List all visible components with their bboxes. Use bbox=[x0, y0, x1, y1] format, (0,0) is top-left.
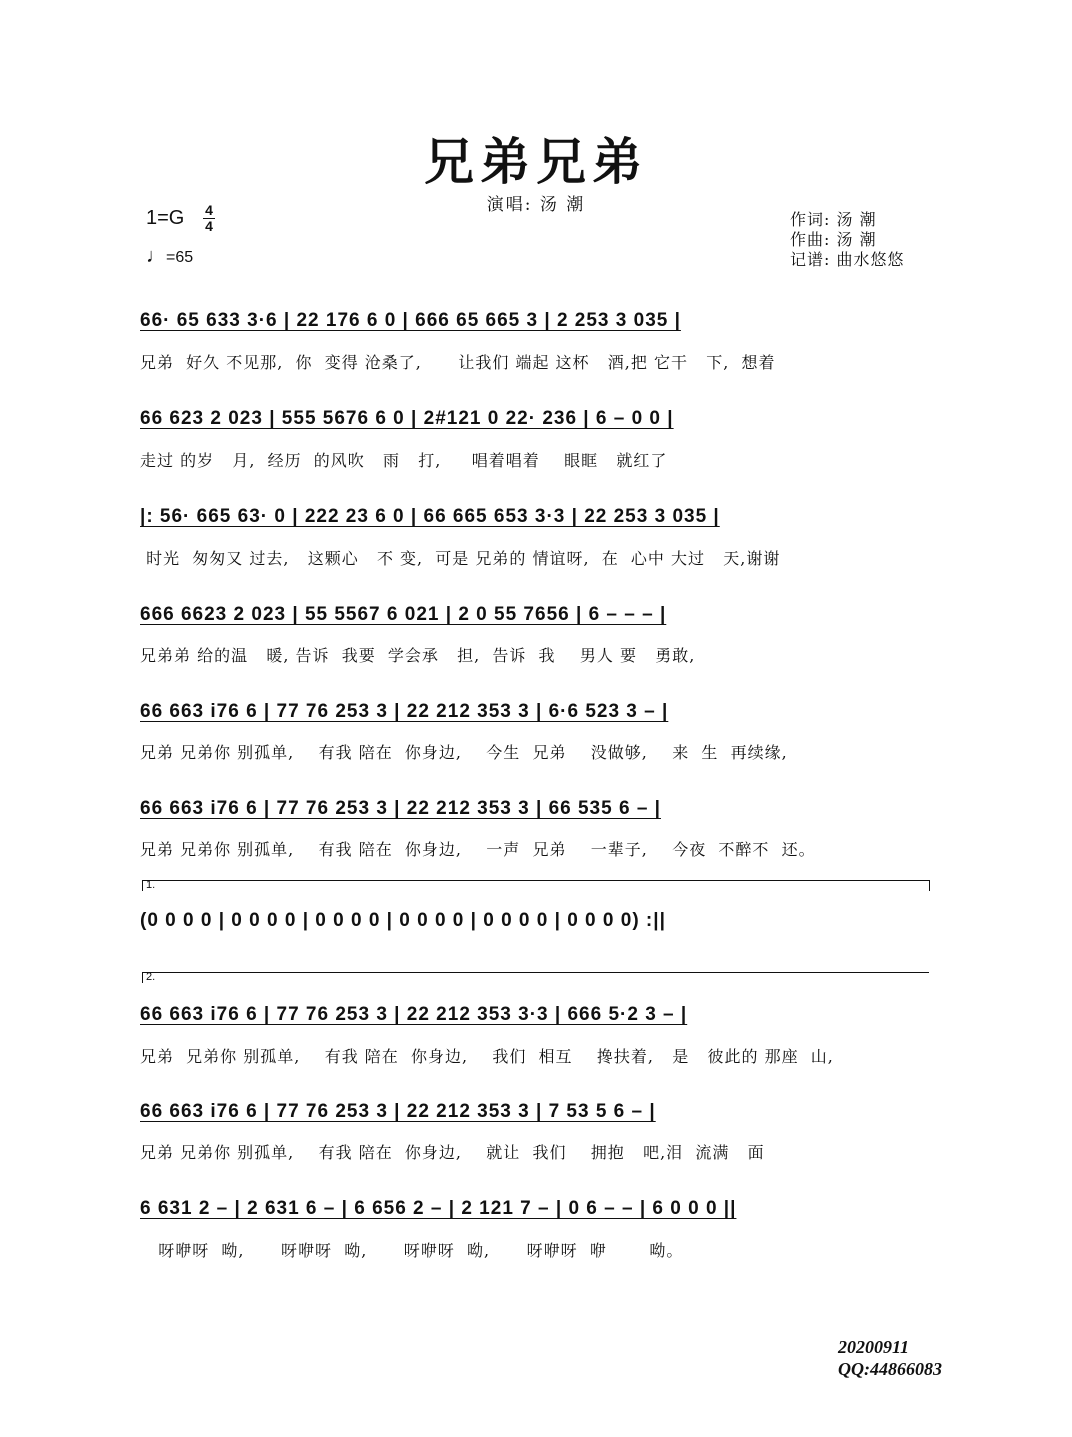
score-line-9 bbox=[140, 1101, 932, 1141]
lyric-row: 兄弟弟 给的温 暖, 告诉 我要 学会承 担, 告诉 我 男人 要 勇敢, bbox=[140, 646, 696, 665]
notation-row: 66 663 i76 6 | 77 76 253 3 | 22 212 353 3·3 | 666 5·2 3 – | bbox=[140, 1004, 688, 1025]
notation-row: 66 623 2 023 | 555 5676 6 0 | 2#121 0 22· 236 | 6 – 0 0 | bbox=[140, 408, 674, 429]
lyricist-credit: 作词: 汤 潮 bbox=[790, 210, 877, 229]
score-line-4 bbox=[140, 604, 932, 644]
score-line-2 bbox=[140, 408, 932, 448]
volta-label: 2. bbox=[146, 971, 156, 983]
notation-row: 66· 65 633 3·6 | 22 176 6 0 | 666 65 665 3 | 2 253 3 035 | bbox=[140, 310, 681, 331]
notation-row: 66 663 i76 6 | 77 76 253 3 | 22 212 353 3 | 66 535 6 – | bbox=[140, 798, 661, 819]
transcriber-credit: 记谱: 曲水悠悠 bbox=[790, 250, 905, 269]
notation-row: 6 631 2 – | 2 631 6 – | 6 656 2 – | 2 121 7 – | 0 6 – – | 6 0 0 0 || bbox=[140, 1198, 737, 1219]
composer-credit: 作曲: 汤 潮 bbox=[790, 230, 877, 249]
score-line-10 bbox=[140, 1198, 932, 1238]
quarter-note-icon: ♩ bbox=[146, 245, 166, 267]
score-line-3 bbox=[140, 506, 932, 546]
footer-date: 20200911 bbox=[838, 1337, 910, 1357]
volta-label: 1. bbox=[146, 879, 156, 891]
lyric-row: 兄弟 兄弟你 别孤单, 有我 陪在 你身边, 就让 我们 拥抱 吧,泪 流满 面 bbox=[140, 1143, 765, 1162]
lyric-row: 兄弟 兄弟你 别孤单, 有我 陪在 你身边, 今生 兄弟 没做够, 来 生 再续缘, bbox=[140, 743, 788, 762]
volta-bracket-second bbox=[142, 972, 929, 983]
meter-top: 4 bbox=[205, 202, 213, 218]
notation-row: 666 6623 2 023 | 55 5567 6 021 | 2 0 55 7656 | 6 – – – | bbox=[140, 604, 667, 625]
lyric-row: 走过 的岁 月, 经历 的风吹 雨 打, 唱着唱着 眼眶 就红了 bbox=[140, 451, 668, 470]
credits-block bbox=[790, 210, 904, 270]
tempo-marking bbox=[146, 245, 193, 268]
song-title: 兄弟兄弟 bbox=[424, 132, 648, 191]
footer-info bbox=[838, 1336, 942, 1380]
footer-qq: QQ:44866083 bbox=[838, 1359, 942, 1379]
score-line-8 bbox=[140, 1004, 932, 1044]
score-line-7 bbox=[140, 910, 932, 950]
lyric-row: 时光 匆匆又 过去, 这颗心 不 变, 可是 兄弟的 情谊呀, 在 心中 大过 天,谢谢 bbox=[140, 549, 781, 568]
volta-bracket-first bbox=[142, 880, 930, 891]
singer-credit: 演唱: 汤 潮 bbox=[486, 195, 586, 215]
key-signature: 1=G bbox=[146, 207, 185, 229]
lyric-row: 兄弟 兄弟你 别孤单, 有我 陪在 你身边, 我们 相互 搀扶着, 是 彼此的 那座 山, bbox=[140, 1047, 834, 1066]
notation-row: |: 56· 665 63· 0 | 222 23 6 0 | 66 665 653 3·3 | 22 253 3 035 | bbox=[140, 506, 720, 527]
notation-row: 66 663 i76 6 | 77 76 253 3 | 22 212 353 3 | 6·6 523 3 – | bbox=[140, 701, 669, 722]
score-line-6 bbox=[140, 798, 932, 838]
lyric-row: 呀咿呀 呦, 呀咿呀 呦, 呀咿呀 呦, 呀咿呀 咿 呦。 bbox=[140, 1241, 684, 1260]
lyric-row: 兄弟 兄弟你 别孤单, 有我 陪在 你身边, 一声 兄弟 一辈子, 今夜 不醉不 还。 bbox=[140, 840, 816, 859]
time-signature bbox=[203, 204, 215, 233]
notation-row: (0 0 0 0 | 0 0 0 0 | 0 0 0 0 | 0 0 0 0 | 0 0 0 0 | 0 0 0 0) :|| bbox=[140, 910, 666, 931]
score-line-1 bbox=[140, 310, 932, 350]
lyric-row: 兄弟 好久 不见那, 你 变得 沧桑了, 让我们 端起 这杯 酒,把 它干 下, 想着 bbox=[140, 353, 776, 372]
notation-row: 66 663 i76 6 | 77 76 253 3 | 22 212 353 3 | 7 53 5 6 – | bbox=[140, 1101, 656, 1122]
meter-bottom: 4 bbox=[205, 218, 213, 234]
score-line-5 bbox=[140, 701, 932, 741]
tempo-value: =65 bbox=[166, 249, 194, 266]
